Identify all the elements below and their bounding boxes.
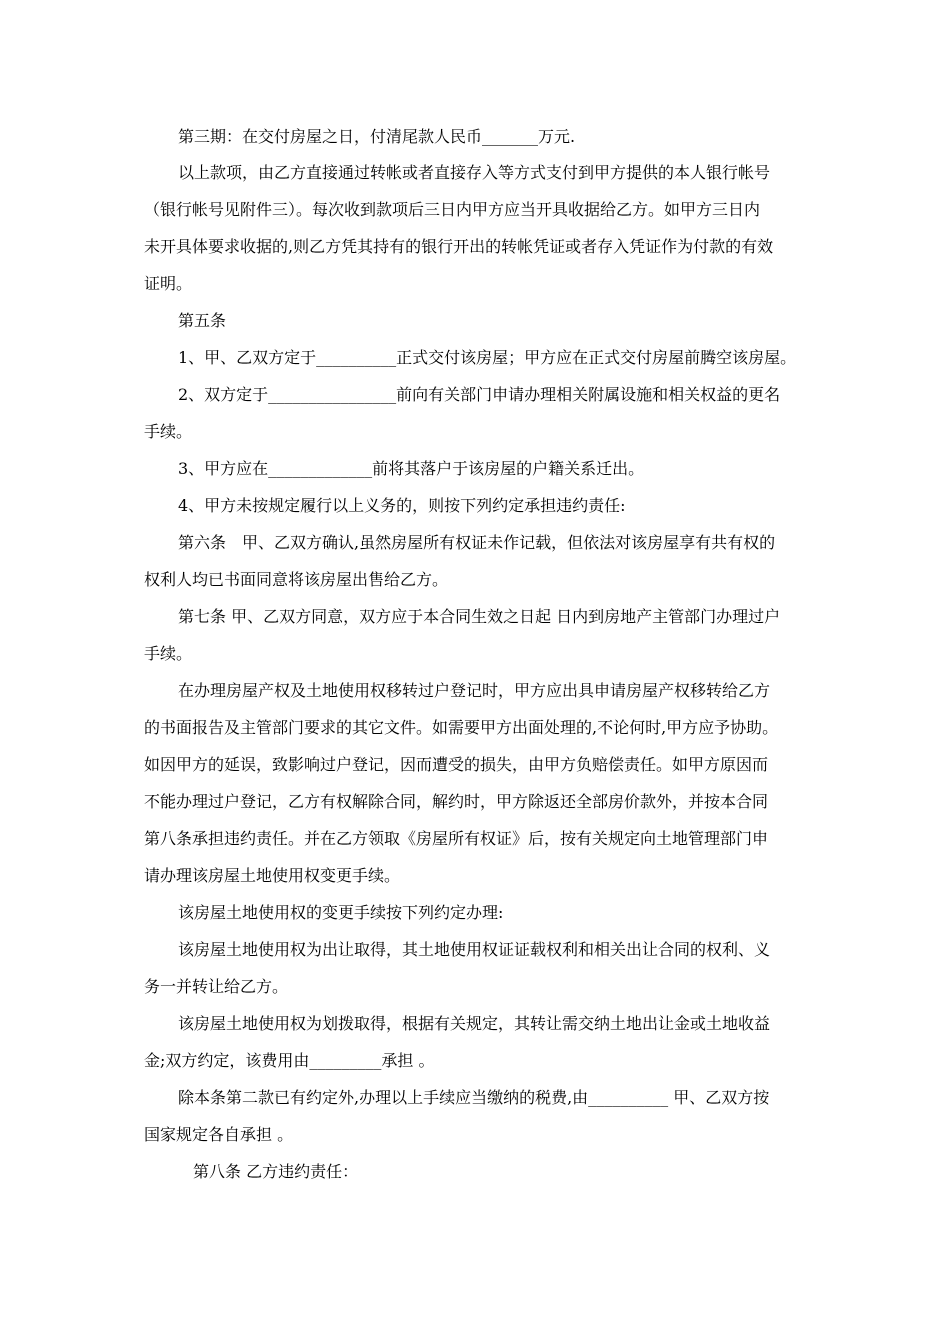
text-line: 2、双方定于________________前向有关部门申请办理相关附属设施和相关权益的更名 [178,385,781,404]
text-line: 4、甲方未按规定履行以上义务的，则按下列约定承担违约责任: [178,496,626,515]
text-line: 该房屋土地使用权的变更手续按下列约定办理: [178,903,504,922]
text-line: 第三期：在交付房屋之日，付清尾款人民币_______万元. [178,127,576,146]
text-line: 第七条 甲、乙双方同意，双方应于本合同生效之日起 日内到房地产主管部门办理过户 [178,607,781,626]
text-line: 手续。 [144,644,193,663]
text-line: 的书面报告及主管部门要求的其它文件。如需要甲方出面处理的,不论何时,甲方应予协助。 [144,718,779,737]
text-line: 手续。 [144,422,193,441]
text-line: 该房屋土地使用权为划拨取得，根据有关规定，其转让需交纳土地出让金或土地收益 [178,1014,771,1033]
text-line: 金;双方约定，该费用由_________承担 。 [144,1051,435,1070]
text-line: 第八条承担违约责任。并在乙方领取《房屋所有权证》后，按有关规定向土地管理部门申 [144,829,769,848]
text-line: 第六条 甲、乙双方确认,虽然房屋所有权证未作记载，但依法对该房屋享有共有权的 [178,533,776,552]
text-line: 务一并转让给乙方。 [144,977,289,996]
text-line: 证明。 [144,274,193,293]
text-line: 3、甲方应在_____________前将其落户于该房屋的户籍关系迁出。 [178,459,645,478]
text-line: 1、甲、乙双方定于__________正式交付该房屋；甲方应在正式交付房屋前腾空该房屋。 [178,348,797,367]
section-heading: 第八条 乙方违约责任： [193,1162,359,1181]
text-line: 国家规定各自承担 。 [144,1125,294,1144]
section-heading: 第五条 [178,311,227,330]
text-line: 以上款项，由乙方直接通过转帐或者直接存入等方式支付到甲方提供的本人银行帐号 [178,163,771,182]
text-line: 权利人均已书面同意将该房屋出售给乙方。 [144,570,449,589]
text-line: 在办理房屋产权及土地使用权移转过户登记时，甲方应出具申请房屋产权移转给乙方 [178,681,771,700]
text-line: 不能办理过户登记，乙方有权解除合同，解约时，甲方除返还全部房价款外，并按本合同 [144,792,769,811]
text-line: 未开具体要求收据的,则乙方凭其持有的银行开出的转帐凭证或者存入凭证作为付款的有效 [144,237,774,256]
text-line: 该房屋土地使用权为出让取得，其土地使用权证证载权利和相关出让合同的权利、义 [178,940,771,959]
text-line: 请办理该房屋土地使用权变更手续。 [144,866,401,885]
text-line: 如因甲方的延误，致影响过户登记，因而遭受的损失，由甲方负赔偿责任。如甲方原因而 [144,755,769,774]
text-line: （银行帐号见附件三）。每次收到款项后三日内甲方应当开具收据给乙方。如甲方三日内 [144,200,761,219]
text-line: 除本条第二款已有约定外,办理以上手续应当缴纳的税费,由__________ 甲、乙双方按 [178,1088,770,1107]
